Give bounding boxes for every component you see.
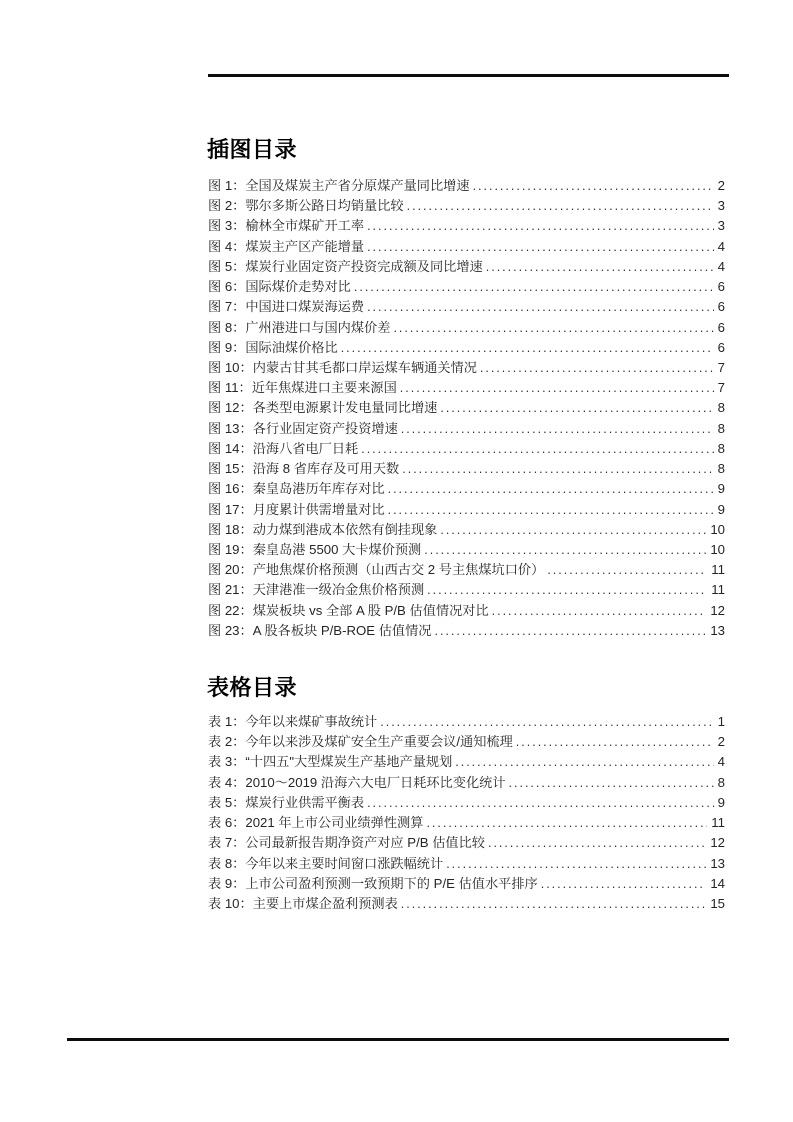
toc-dot-leader (367, 297, 714, 317)
toc-entry-label: 图 6：国际煤价走势对比 (208, 279, 351, 295)
toc-entry-label: 图 12：各类型电源累计发电量同比增速 (208, 400, 438, 416)
toc-entry[interactable] (208, 793, 725, 813)
toc-entry[interactable] (208, 520, 725, 540)
toc-entry-page-number: 4 (717, 238, 725, 254)
toc-entry-label: 表 2：今年以来涉及煤矿安全生产重要会议/通知梳理 (208, 734, 513, 750)
toc-dot-leader (446, 854, 706, 874)
toc-entry-page-number: 7 (717, 359, 725, 375)
toc-dot-leader (401, 894, 707, 914)
toc-entry[interactable] (208, 297, 725, 317)
toc-entry[interactable] (208, 874, 725, 894)
toc-entry[interactable] (208, 854, 725, 874)
toc-entry-label: 图 17：月度累计供需增量对比 (208, 501, 385, 517)
toc-entry-label: 表 1：今年以来煤矿事故统计 (208, 714, 378, 729)
toc-entry-page-number: 10 (710, 521, 725, 537)
toc-entry-page-number: 9 (717, 481, 725, 497)
toc-entry-page-number: 14 (710, 875, 725, 891)
toc-entry-page-number: 1 (717, 714, 725, 729)
toc-entry-page-number: 6 (717, 299, 725, 315)
toc-entry-label: 图 16：秦皇岛港历年库存对比 (208, 481, 385, 497)
toc-entry[interactable] (208, 459, 725, 479)
toc-entry-page-number: 13 (710, 622, 725, 638)
toc-entry-label: 表 5：煤炭行业供需平衡表 (208, 794, 365, 810)
toc-entry-label: 图 23：A 股各板块 P/B-ROE 估值情况 (208, 622, 432, 638)
toc-dot-leader (380, 712, 713, 732)
toc-entry[interactable] (208, 560, 725, 580)
tables-toc-heading: 表格目录 (207, 674, 298, 700)
toc-entry[interactable] (208, 813, 725, 833)
toc-entry-page-number: 9 (717, 794, 725, 810)
toc-entry-page-number: 9 (717, 501, 725, 517)
toc-dot-leader (407, 196, 714, 216)
toc-entry-page-number: 12 (710, 602, 725, 618)
toc-entry[interactable] (208, 540, 725, 560)
toc-entry-label: 图 2：鄂尔多斯公路日均销量比较 (208, 198, 404, 214)
toc-entry[interactable] (208, 712, 725, 732)
toc-entry-label: 图 13：各行业固定资产投资增速 (208, 420, 398, 436)
figures-toc-heading: 插图目录 (207, 136, 298, 162)
toc-dot-leader (509, 773, 714, 793)
toc-entry-page-number: 6 (717, 319, 725, 335)
toc-entry-label: 图 1：全国及煤炭主产省分原煤产量同比增速 (208, 178, 470, 193)
toc-entry-page-number: 8 (717, 420, 725, 436)
toc-entry-page-number: 11 (711, 815, 725, 831)
toc-entry[interactable] (208, 773, 725, 793)
toc-entry-label: 图 15：沿海 8 省库存及可用天数 (208, 461, 400, 477)
toc-entry[interactable] (208, 196, 725, 216)
toc-dot-leader (400, 378, 714, 398)
toc-entry-page-number: 6 (717, 279, 725, 295)
toc-entry[interactable] (208, 378, 725, 398)
toc-dot-leader (473, 176, 714, 196)
toc-entry-page-number: 8 (717, 461, 725, 477)
toc-entry-label: 图 19：秦皇岛港 5500 大卡煤价预测 (208, 541, 422, 557)
toc-entry-label: 图 22：煤炭板块 vs 全部 A 股 P/B 估值情况对比 (208, 602, 489, 618)
toc-entry[interactable] (208, 479, 725, 499)
toc-entry-label: 表 9：上市公司盈利预测一致预期下的 P/E 估值水平排序 (208, 875, 538, 891)
toc-entry-page-number: 6 (717, 339, 725, 355)
toc-entry-label: 图 3：榆林全市煤矿开工率 (208, 218, 365, 234)
toc-entry[interactable] (208, 419, 725, 439)
toc-entry-label: 图 7：中国进口煤炭海运费 (208, 299, 365, 315)
toc-entry[interactable] (208, 338, 725, 358)
toc-entry-page-number: 4 (717, 258, 725, 274)
toc-entry-page-number: 15 (710, 895, 725, 911)
toc-dot-leader (480, 358, 714, 378)
toc-entry-page-number: 4 (717, 754, 725, 770)
toc-dot-leader (367, 216, 714, 236)
toc-entry-label: 图 20：产地焦煤价格预测（山西古交 2 号主焦煤坑口价） (208, 562, 545, 578)
toc-dot-leader (367, 237, 714, 257)
toc-dot-leader (341, 338, 714, 358)
toc-entry[interactable] (208, 277, 725, 297)
toc-entry[interactable] (208, 439, 725, 459)
toc-entry-page-number: 11 (711, 562, 725, 578)
toc-dot-leader (388, 500, 714, 520)
toc-entry-label: 图 8：广州港进口与国内煤价差 (208, 319, 391, 335)
toc-entry-label: 图 21：天津港准一级冶金焦价格预测 (208, 582, 425, 598)
toc-dot-leader (455, 752, 713, 772)
toc-entry[interactable] (208, 257, 725, 277)
toc-entry-page-number: 8 (717, 400, 725, 416)
toc-entry-page-number: 8 (717, 440, 725, 456)
toc-entry-page-number: 10 (710, 541, 725, 557)
toc-entry-page-number: 2 (717, 178, 725, 193)
tables-list (208, 712, 725, 914)
toc-entry[interactable] (208, 318, 725, 338)
toc-entry-label: 表 10：主要上市煤企盈利预测表 (208, 895, 398, 911)
toc-entry[interactable] (208, 237, 725, 257)
toc-dot-leader (424, 540, 706, 560)
toc-entry[interactable] (208, 621, 725, 641)
toc-entry-label: 图 4：煤炭主产区产能增量 (208, 238, 365, 254)
toc-entry-label: 图 14：沿海八省电厂日耗 (208, 440, 359, 456)
toc-entry[interactable] (208, 894, 725, 914)
toc-entry[interactable] (208, 358, 725, 378)
toc-entry[interactable] (208, 752, 725, 772)
toc-entry[interactable] (208, 580, 725, 600)
toc-entry[interactable] (208, 216, 725, 236)
toc-dot-leader (488, 833, 706, 853)
toc-dot-leader (541, 874, 707, 894)
toc-entry-label: 图 10：内蒙古甘其毛都口岸运煤车辆通关情况 (208, 359, 477, 375)
footer-rule (67, 1038, 729, 1041)
toc-dot-leader (402, 459, 713, 479)
toc-dot-leader (516, 732, 714, 752)
toc-dot-leader (440, 520, 706, 540)
toc-entry-label: 图 11：近年焦煤进口主要来源国 (208, 380, 397, 396)
toc-entry-page-number: 3 (717, 218, 725, 234)
toc-entry-page-number: 12 (710, 835, 725, 851)
toc-dot-leader (435, 621, 707, 641)
toc-entry-page-number: 13 (710, 855, 725, 871)
toc-entry-label: 图 9：国际油煤价格比 (208, 339, 338, 355)
toc-dot-leader (427, 580, 707, 600)
toc-dot-leader (492, 601, 707, 621)
toc-entry-label: 表 6：2021 年上市公司业绩弹性测算 (208, 815, 424, 831)
toc-entry-label: 图 5：煤炭行业固定资产投资完成额及同比增速 (208, 258, 483, 274)
toc-entry-label: 表 8：今年以来主要时间窗口涨跌幅统计 (208, 855, 444, 871)
toc-entry-page-number: 7 (717, 380, 725, 396)
toc-dot-leader (486, 257, 714, 277)
toc-entry-page-number: 2 (717, 734, 725, 750)
toc-entry-page-number: 8 (717, 774, 725, 790)
toc-entry-page-number: 11 (711, 582, 725, 598)
toc-dot-leader (354, 277, 714, 297)
toc-entry[interactable] (208, 500, 725, 520)
toc-dot-leader (393, 318, 713, 338)
toc-entry[interactable] (208, 833, 725, 853)
toc-entry-label: 图 18：动力煤到港成本依然有倒挂现象 (208, 521, 438, 537)
toc-dot-leader (367, 793, 714, 813)
toc-entry[interactable] (208, 732, 725, 752)
toc-dot-leader (440, 398, 713, 418)
figures-list (208, 176, 725, 641)
toc-entry-page-number: 3 (717, 198, 725, 214)
toc-entry[interactable] (208, 398, 725, 418)
toc-dot-leader (547, 560, 707, 580)
toc-dot-leader (388, 479, 714, 499)
header-rule (208, 74, 729, 77)
toc-entry-label: 表 4：2010～2019 沿海六大电厂日耗环比变化统计 (208, 774, 506, 790)
toc-entry-label: 表 3：“十四五"大型煤炭生产基地产量规划 (208, 754, 453, 770)
toc-entry[interactable] (208, 601, 725, 621)
toc-dot-leader (361, 439, 713, 459)
toc-dot-leader (401, 419, 714, 439)
toc-dot-leader (426, 813, 707, 833)
toc-entry-label: 表 7：公司最新报告期净资产对应 P/B 估值比较 (208, 835, 485, 851)
toc-entry[interactable] (208, 176, 725, 196)
